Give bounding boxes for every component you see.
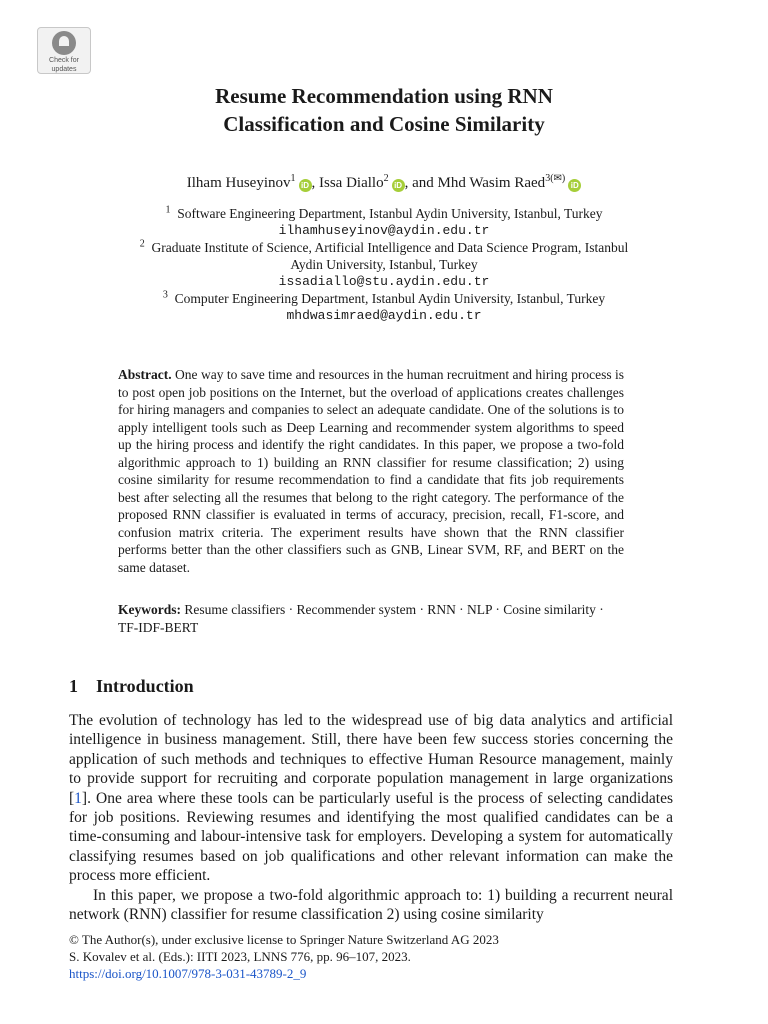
- affiliation-2: [0, 239, 768, 290]
- keywords-text: Resume classifiers · Recommender system · RNN · NLP · Cosine similarity · TF-IDF-BERT: [118, 602, 604, 635]
- section-title: Introduction: [96, 676, 194, 696]
- paper-title: [0, 82, 768, 138]
- author-separator: , and: [404, 175, 438, 191]
- proceedings-line: S. Kovalev et al. (Eds.): IITI 2023, LNNS 776, pp. 96–107, 2023.: [69, 949, 411, 964]
- affiliation-3: [0, 290, 768, 324]
- affiliation-number: 1: [165, 204, 171, 216]
- affiliation-number: 2: [139, 238, 145, 250]
- author-list: [0, 173, 768, 193]
- affiliation-number: 3: [162, 289, 168, 301]
- copyright-line: © The Author(s), under exclusive license to Springer Nature Switzerland AG 2023: [69, 932, 499, 947]
- keywords: [118, 601, 624, 636]
- badge-line1: Check for: [49, 57, 79, 64]
- author-affil-sup: 2: [383, 173, 389, 184]
- doi-link[interactable]: https://doi.org/10.1007/978-3-031-43789-2_9: [69, 966, 307, 981]
- affiliation-1: [0, 205, 768, 239]
- affiliation-email: ilhamhuseyinov@aydin.edu.tr: [278, 223, 490, 238]
- author-name: Ilham Huseyinov: [186, 175, 291, 191]
- paragraph-text: ]. One area where these tools can be particularly useful is the process of selecting candidates for job positions. Reviewing resumes and identifying the most qualified candidates can be a time-consuming and labour-intensive task for employers. Developing a system for automatically classifying resumes based on job qualifications and other relevant information can make the process more efficient.: [69, 789, 673, 885]
- affiliation-text: Computer Engineering Department, Istanbul Aydin University, Istanbul, Turkey: [174, 291, 606, 306]
- citation-link[interactable]: 1: [74, 789, 82, 807]
- paragraph: [69, 711, 673, 886]
- author-name: Issa Diallo: [319, 175, 384, 191]
- orcid-icon[interactable]: iD: [299, 179, 312, 192]
- title-line1: Resume Recommendation using RNN: [215, 84, 553, 108]
- section-number: 1: [69, 676, 78, 696]
- check-updates-icon: [52, 31, 76, 55]
- abstract-text: One way to save time and resources in the human recruitment and hiring process is to post open job positions on the Internet, but the overload of applications creates challenges for hiring managers and companies to select an adequate candidate. One of the solutions is to apply intelligent tools such as Deep Learning and recommender system algorithms to speed up the hiring process and identify the right candidates. In this paper, we propose a two-fold algorithmic approach to 1) building an RNN classifier for resume classification; 2) using cosine similarity for resume recommendation to find a candidate that fits job requirements best after selecting all the resumes that belong to the right category. The performance of the proposed RNN classifier is evaluated in terms of accuracy, precision, recall, F1-score, and confusion matrix criteria. The experiment results have shown that the RNN classifier performs better than the other classifiers such as GNB, Linear SVM, RF, and BERT on the same dataset.: [118, 367, 624, 575]
- introduction-body: [69, 711, 673, 924]
- orcid-icon[interactable]: iD: [392, 179, 405, 192]
- paragraph-text: The evolution of technology has led to the widespread use of big data analytics and artificial intelligence in business management. Still, there have been few success stories concerning the application of such methods and techniques to effective Human Resource management, mainly to provide support for recruiting and corporate population management in large organizations [: [69, 712, 673, 807]
- check-for-updates-badge[interactable]: [37, 27, 91, 74]
- section-heading: [69, 674, 194, 698]
- affiliation-text: Software Engineering Department, Istanbul Aydin University, Istanbul, Turkey: [177, 206, 603, 221]
- title-line2: Classification and Cosine Similarity: [223, 112, 545, 136]
- abstract: [118, 366, 624, 576]
- footer: [69, 931, 499, 982]
- orcid-icon[interactable]: iD: [568, 179, 581, 192]
- author-separator: ,: [311, 175, 319, 191]
- author-name: Mhd Wasim Raed: [437, 175, 546, 191]
- affiliation-text: Graduate Institute of Science, Artificial Intelligence and Data Science Program, Istanbul: [151, 240, 629, 255]
- paragraph: In this paper, we propose a two-fold algorithmic approach to: 1) building a recurrent neural network (RNN) classifier for resume classification 2) using cosine similarity: [69, 886, 673, 924]
- affiliation-text-line2: Aydin University, Istanbul, Turkey: [290, 257, 478, 272]
- author-affil-sup: 3(✉): [545, 173, 566, 184]
- badge-line2: updates: [51, 66, 77, 73]
- abstract-label: Abstract.: [118, 367, 172, 382]
- keywords-label: Keywords:: [118, 602, 181, 617]
- author-affil-sup: 1: [290, 173, 296, 184]
- affiliation-email: issadiallo@stu.aydin.edu.tr: [278, 274, 490, 289]
- affiliation-email: mhdwasimraed@aydin.edu.tr: [286, 308, 482, 323]
